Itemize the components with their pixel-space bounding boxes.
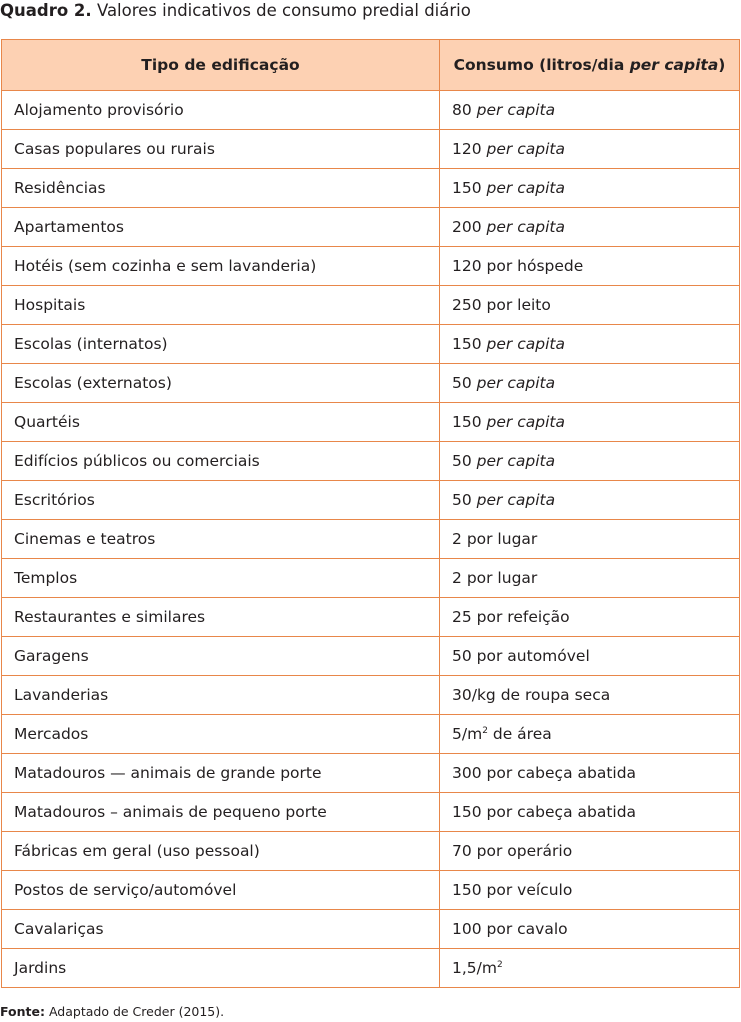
consumption-cell <box>440 715 740 754</box>
consumption-cell <box>440 559 740 598</box>
consumption-cell <box>440 520 740 559</box>
consumption-unit: per capita <box>476 491 556 509</box>
table-row <box>2 169 740 208</box>
consumption-value: 120 <box>452 257 482 275</box>
consumption-unit: por cabeça abatida <box>486 764 637 782</box>
consumption-value: 250 <box>452 296 482 314</box>
consumption-value: 150 <box>452 803 482 821</box>
caption-label: Quadro 2. <box>0 1 92 20</box>
consumption-value: 25 <box>452 608 472 626</box>
consumption-cell <box>440 247 740 286</box>
table-row <box>2 481 740 520</box>
table-row <box>2 949 740 988</box>
consumption-value: 50 <box>452 491 472 509</box>
consumption-value: 2 <box>452 530 462 548</box>
table-row <box>2 637 740 676</box>
table-row <box>2 442 740 481</box>
consumption-value: 120 <box>452 140 482 158</box>
building-type-cell: Edifícios públicos ou comerciais <box>2 442 440 481</box>
building-type-cell: Garagens <box>2 637 440 676</box>
consumption-value: 50 <box>452 374 472 392</box>
consumption-cell <box>440 793 740 832</box>
consumption-unit: de área <box>492 725 552 743</box>
table-row <box>2 598 740 637</box>
consumption-cell <box>440 208 740 247</box>
consumption-unit: por refeição <box>476 608 570 626</box>
header-consumption-close: ) <box>718 56 726 74</box>
consumption-unit: per capita <box>486 413 565 431</box>
consumption-value: 150 <box>452 413 482 431</box>
consumption-cell <box>440 949 740 988</box>
consumption-value: 5/m <box>452 725 483 743</box>
building-type-cell: Escolas (internatos) <box>2 325 440 364</box>
consumption-value: 150 <box>452 881 482 899</box>
consumption-unit: por cavalo <box>486 920 568 938</box>
consumption-value: 2 <box>452 569 462 587</box>
table-row <box>2 832 740 871</box>
building-type-cell: Cavalariças <box>2 910 440 949</box>
header-consumption-italic: per capita <box>629 56 719 74</box>
consumption-unit: per capita <box>486 218 565 236</box>
consumption-unit: por cabeça abatida <box>486 803 637 821</box>
building-type-cell: Jardins <box>2 949 440 988</box>
consumption-unit: por leito <box>486 296 551 314</box>
consumption-unit: por automóvel <box>476 647 590 665</box>
building-type-cell: Alojamento provisório <box>2 91 440 130</box>
consumption-value: 80 <box>452 101 472 119</box>
consumption-value: 30/kg <box>452 686 496 704</box>
table-row <box>2 793 740 832</box>
table-row <box>2 520 740 559</box>
table-row <box>2 559 740 598</box>
building-type-cell: Escolas (externatos) <box>2 364 440 403</box>
consumption-value: 1,5/m <box>452 959 497 977</box>
consumption-value: 70 <box>452 842 472 860</box>
table-row <box>2 130 740 169</box>
consumption-unit: per capita <box>486 335 565 353</box>
building-type-cell: Apartamentos <box>2 208 440 247</box>
consumption-cell <box>440 832 740 871</box>
header-building-type: Tipo de edificação <box>2 40 440 91</box>
building-type-cell: Matadouros — animais de grande porte <box>2 754 440 793</box>
consumption-cell <box>440 403 740 442</box>
consumption-cell <box>440 637 740 676</box>
table-row <box>2 403 740 442</box>
consumption-unit: per capita <box>486 179 565 197</box>
table-row <box>2 754 740 793</box>
consumption-value: 150 <box>452 335 482 353</box>
source-label: Fonte: <box>0 1004 45 1019</box>
building-type-cell: Postos de serviço/automóvel <box>2 871 440 910</box>
caption-text: Valores indicativos de consumo predial diário <box>96 1 471 20</box>
consumption-value: 50 <box>452 452 472 470</box>
consumption-unit: de roupa seca <box>500 686 611 704</box>
building-type-cell: Restaurantes e similares <box>2 598 440 637</box>
header-consumption <box>440 40 740 91</box>
building-type-cell: Casas populares ou rurais <box>2 130 440 169</box>
table-row <box>2 910 740 949</box>
consumption-cell <box>440 130 740 169</box>
consumption-cell <box>440 754 740 793</box>
consumption-unit: por hóspede <box>486 257 584 275</box>
consumption-cell <box>440 91 740 130</box>
consumption-cell <box>440 325 740 364</box>
building-type-cell: Residências <box>2 169 440 208</box>
consumption-unit: per capita <box>476 452 556 470</box>
building-type-cell: Fábricas em geral (uso pessoal) <box>2 832 440 871</box>
consumption-cell <box>440 442 740 481</box>
consumption-cell <box>440 364 740 403</box>
consumption-value: 300 <box>452 764 482 782</box>
table-row <box>2 91 740 130</box>
building-type-cell: Mercados <box>2 715 440 754</box>
table-row <box>2 208 740 247</box>
table-row <box>2 325 740 364</box>
consumption-value: 100 <box>452 920 482 938</box>
table-row <box>2 364 740 403</box>
table-caption <box>0 0 471 22</box>
consumption-cell <box>440 598 740 637</box>
table-source <box>0 1003 224 1021</box>
table-header <box>2 40 740 91</box>
consumption-value: 200 <box>452 218 482 236</box>
consumption-cell <box>440 286 740 325</box>
consumption-unit: por lugar <box>466 530 538 548</box>
consumption-cell <box>440 910 740 949</box>
table-row <box>2 286 740 325</box>
consumption-unit: por lugar <box>466 569 538 587</box>
table-row <box>2 676 740 715</box>
building-type-cell: Matadouros – animais de pequeno porte <box>2 793 440 832</box>
consumption-table <box>1 39 740 988</box>
consumption-unit: per capita <box>486 140 565 158</box>
header-consumption-main: Consumo (litros/dia <box>453 56 625 74</box>
superscript: 2 <box>482 725 488 736</box>
consumption-value: 50 <box>452 647 472 665</box>
consumption-unit: por veículo <box>486 881 573 899</box>
consumption-unit: per capita <box>476 101 556 119</box>
building-type-cell: Quartéis <box>2 403 440 442</box>
table-row <box>2 871 740 910</box>
consumption-unit: por operário <box>476 842 573 860</box>
building-type-cell: Cinemas e teatros <box>2 520 440 559</box>
consumption-value: 150 <box>452 179 482 197</box>
building-type-cell: Hospitais <box>2 286 440 325</box>
building-type-cell: Hotéis (sem cozinha e sem lavanderia) <box>2 247 440 286</box>
building-type-cell: Templos <box>2 559 440 598</box>
building-type-cell: Escritórios <box>2 481 440 520</box>
consumption-unit: per capita <box>476 374 556 392</box>
source-text: Adaptado de Creder (2015). <box>48 1004 225 1019</box>
table-body <box>2 91 740 988</box>
table-row <box>2 715 740 754</box>
consumption-cell <box>440 871 740 910</box>
consumption-cell <box>440 676 740 715</box>
header-row <box>2 40 740 91</box>
consumption-cell <box>440 169 740 208</box>
table-row <box>2 247 740 286</box>
consumption-cell <box>440 481 740 520</box>
superscript: 2 <box>496 959 503 970</box>
building-type-cell: Lavanderias <box>2 676 440 715</box>
